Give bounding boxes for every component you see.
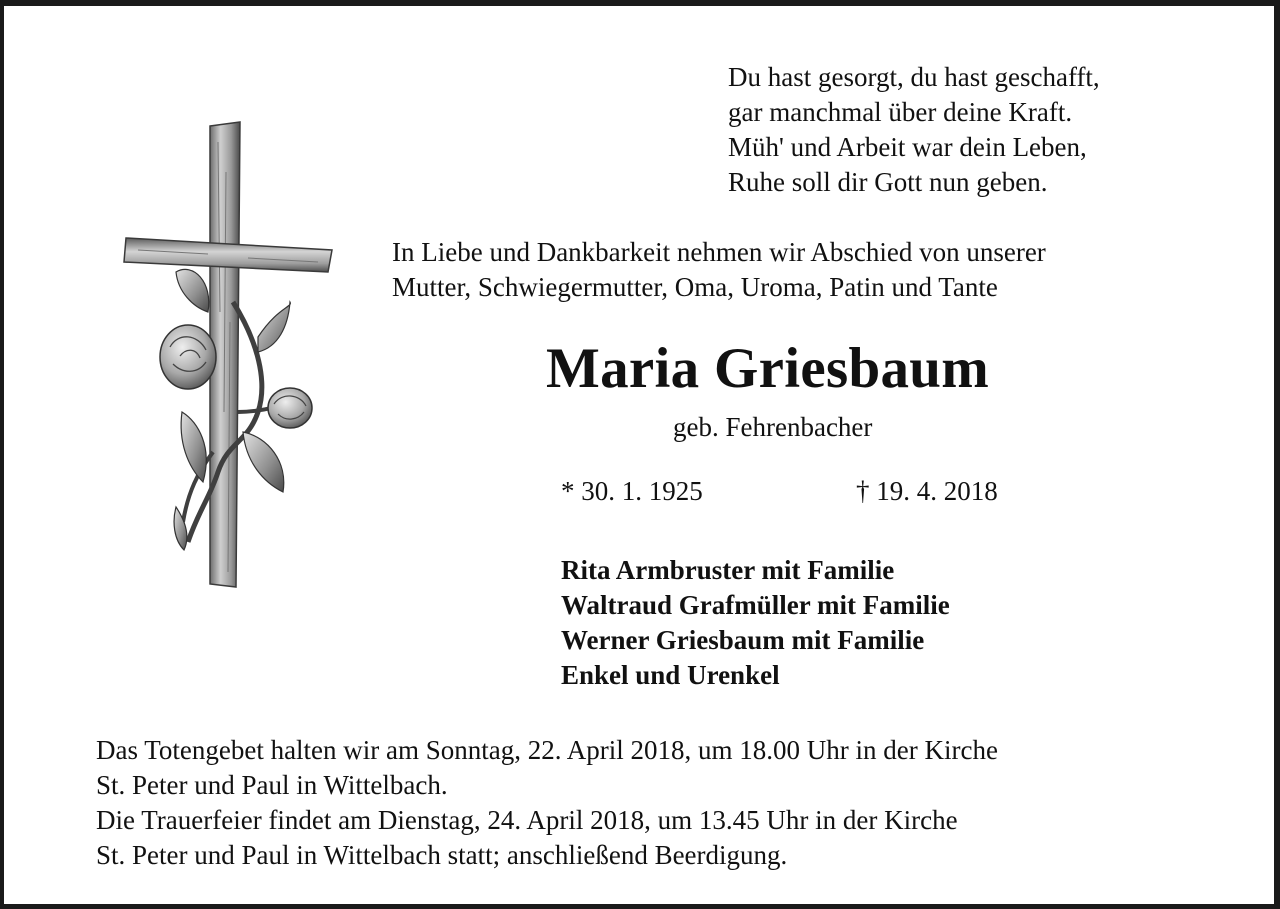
cross-with-roses-icon <box>118 112 340 592</box>
mourner-entry: Werner Griesbaum mit Familie <box>561 625 925 655</box>
notice-line: Das Totengebet halten wir am Sonntag, 22. April 2018, um 18.00 Uhr in der Kirche <box>96 735 998 765</box>
maiden-name: geb. Fehrenbacher <box>673 412 873 442</box>
poem-line: Du hast gesorgt, du hast geschafft, <box>728 62 1100 92</box>
birth-date: * 30. 1. 1925 <box>561 476 703 506</box>
deceased-name: Maria Griesbaum <box>546 337 990 400</box>
poem-line: Müh' und Arbeit war dein Leben, <box>728 132 1087 162</box>
poem-line: Ruhe soll dir Gott nun geben. <box>728 167 1048 197</box>
notice-line: Die Trauerfeier findet am Dienstag, 24. April 2018, um 13.45 Uhr in der Kirche <box>96 805 958 835</box>
intro-line: Mutter, Schwiegermutter, Oma, Uroma, Patin und Tante <box>392 272 998 302</box>
poem-line: gar manchmal über deine Kraft. <box>728 97 1073 127</box>
service-notice <box>96 733 998 873</box>
mourner-entry: Enkel und Urenkel <box>561 660 780 690</box>
intro-line: In Liebe und Dankbarkeit nehmen wir Abschied von unserer <box>392 237 1046 267</box>
mourner-entry: Rita Armbruster mit Familie <box>561 555 895 585</box>
notice-line: St. Peter und Paul in Wittelbach statt; anschließend Beerdigung. <box>96 840 788 870</box>
memorial-poem <box>728 60 1100 200</box>
notice-line: St. Peter und Paul in Wittelbach. <box>96 770 448 800</box>
farewell-intro <box>392 235 1046 305</box>
mourner-entry: Waltraud Grafmüller mit Familie <box>561 590 950 620</box>
mourners-list <box>561 553 950 693</box>
death-date: † 19. 4. 2018 <box>856 476 998 506</box>
